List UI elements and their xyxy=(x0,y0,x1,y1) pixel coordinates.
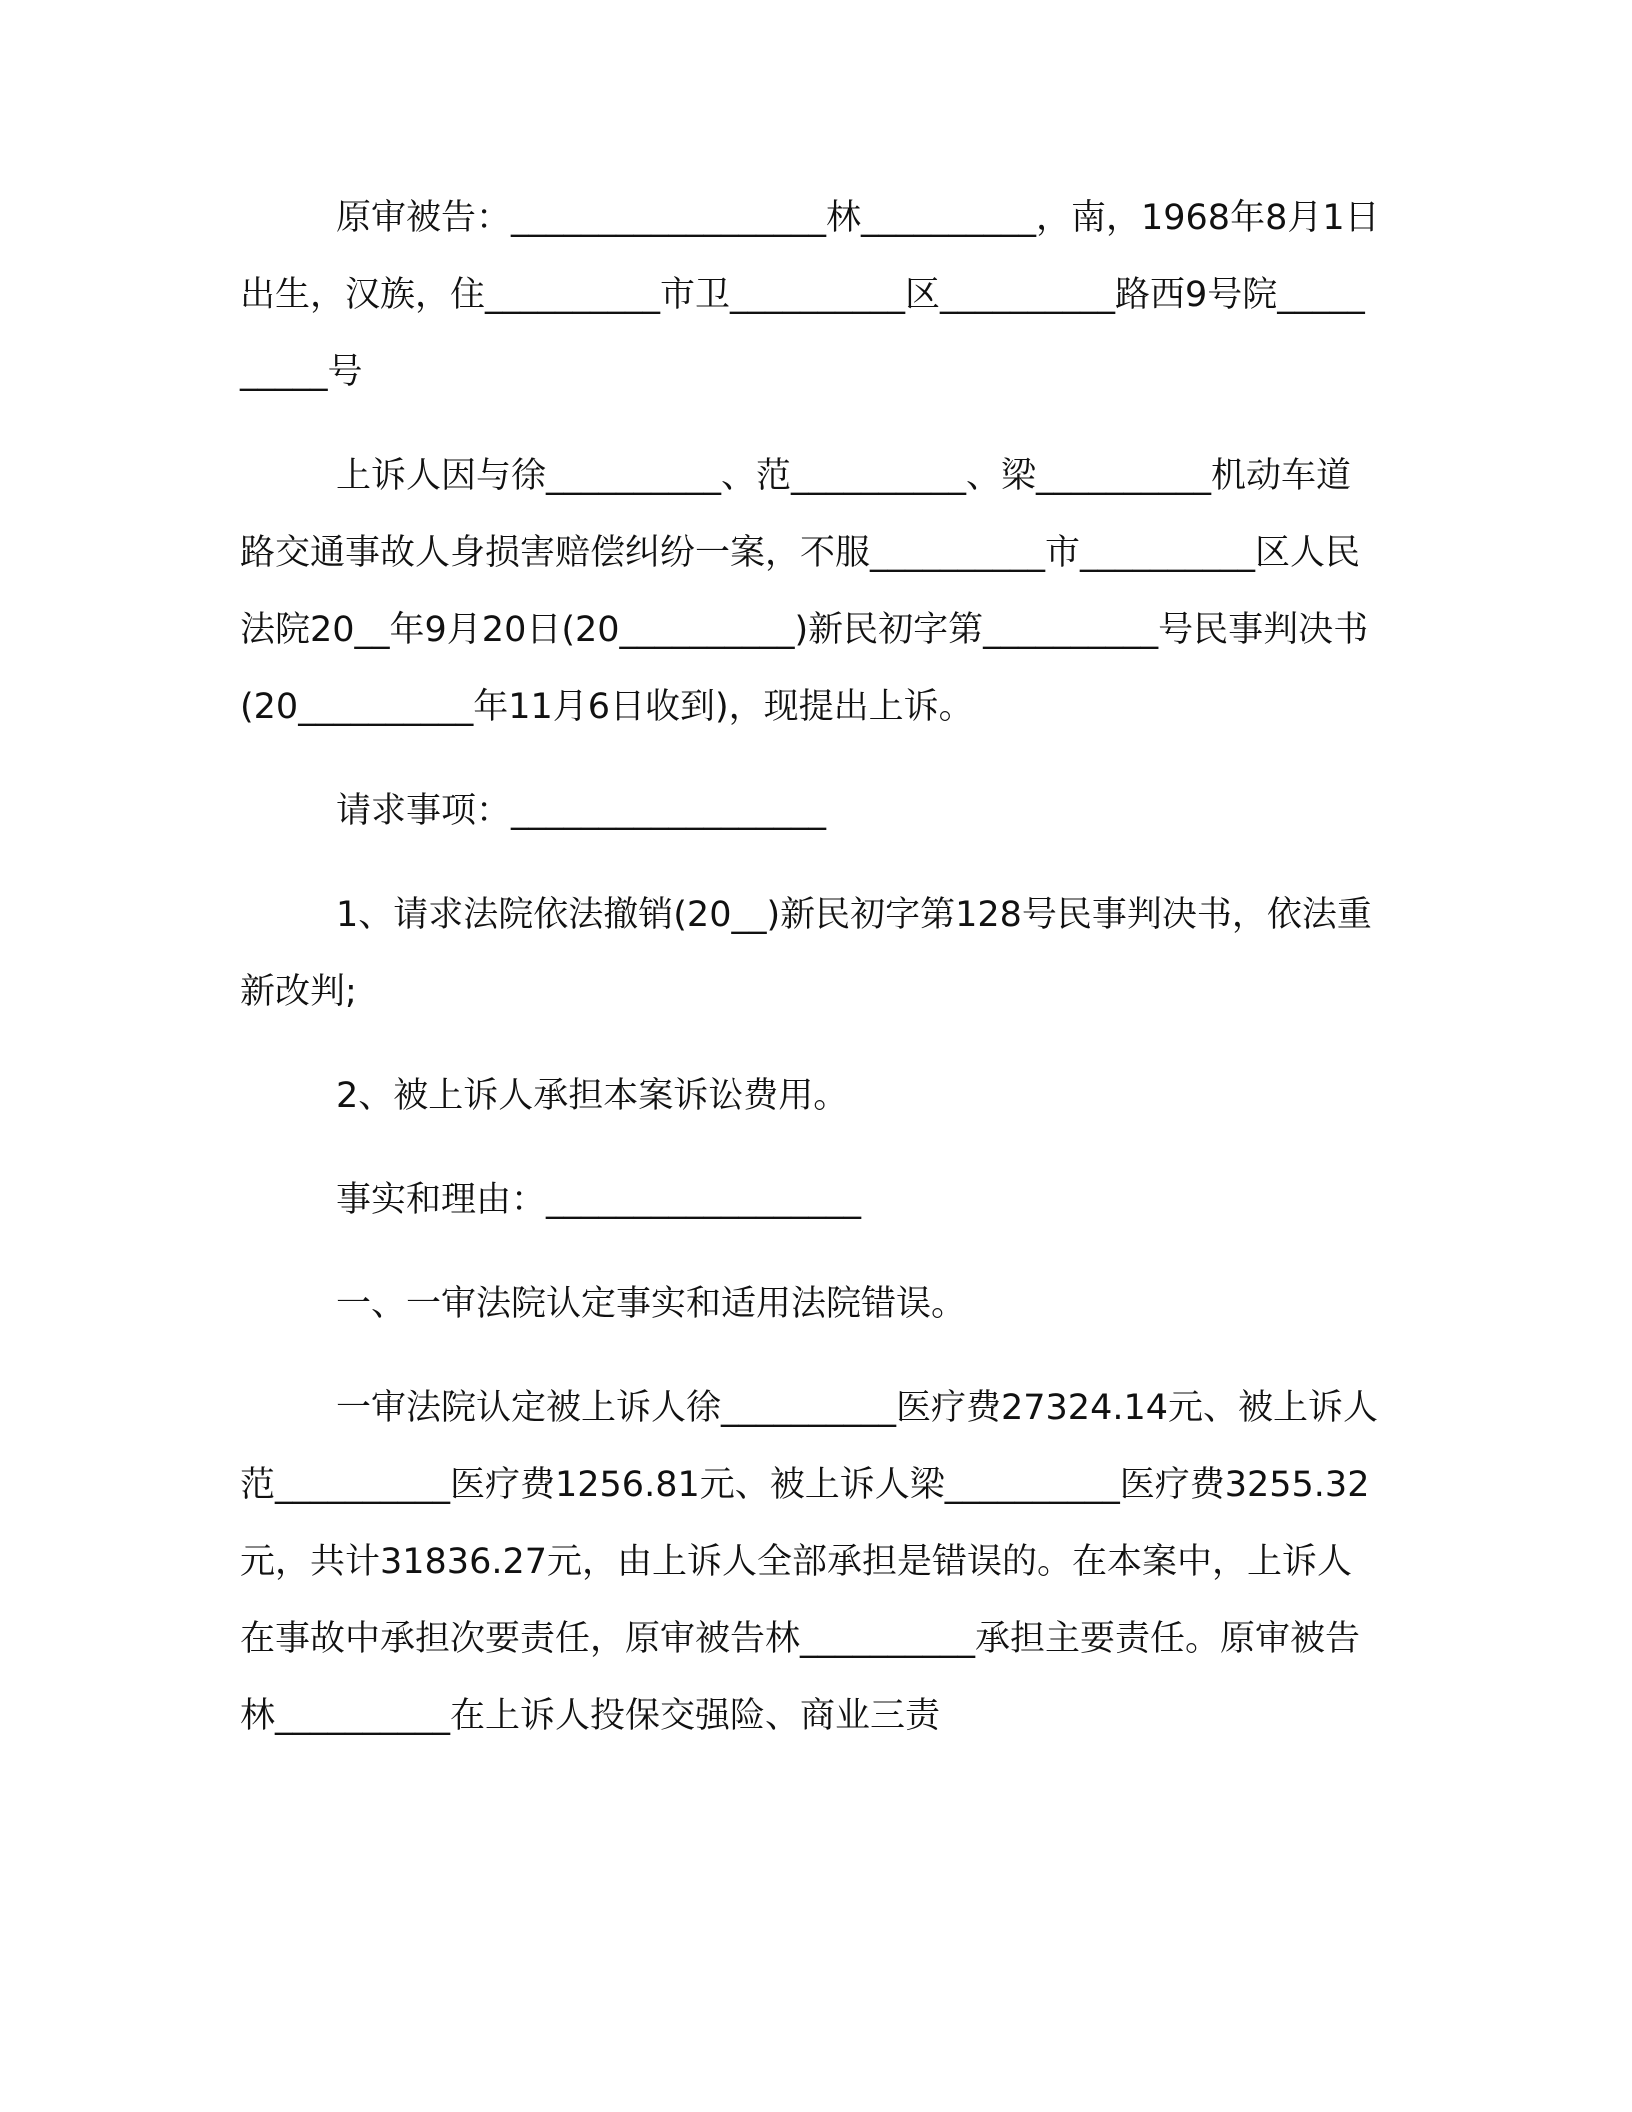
request-item-2: 2、被上诉人承担本案诉讼费用。 xyxy=(336,1076,849,1116)
heading-requests: 请求事项：__________________ xyxy=(336,791,827,831)
reason-heading-1: 一、一审法院认定事实和适用法院错误。 xyxy=(336,1284,967,1324)
request-item-1: 1、请求法院依法撤销(20__)新民初字第128号民事判决书，依法重新改判; xyxy=(240,895,1372,1012)
paragraph-appeal-intro: 上诉人因与徐__________、范__________、梁__________机动车道路交通事故人身损害赔偿纠纷一案，不服__________市__________区人民法院20__年9月20日(20__________)新民初字第__________号民事判决书(20__________年11月6日收到)，现提出上诉。 xyxy=(240,456,1369,727)
paragraph-defendant-info: 原审被告：__________________林__________，南，1968年8月1日出生，汉族，住__________市卫__________区__________路西9号院__________号 xyxy=(240,198,1380,392)
document-body xyxy=(240,180,1380,1782)
reason-body-1: 一审法院认定被上诉人徐__________医疗费27324.14元、被上诉人范__________医疗费1256.81元、被上诉人梁__________医疗费3255.32元，共计31836.27元，由上诉人全部承担是错误的。在本案中，上诉人在事故中承担次要责任，原审被告林__________承担主要责任。原审被告林__________在上诉人投保交强险、商业三责 xyxy=(240,1388,1379,1736)
heading-facts-reasons: 事实和理由：__________________ xyxy=(336,1180,862,1220)
